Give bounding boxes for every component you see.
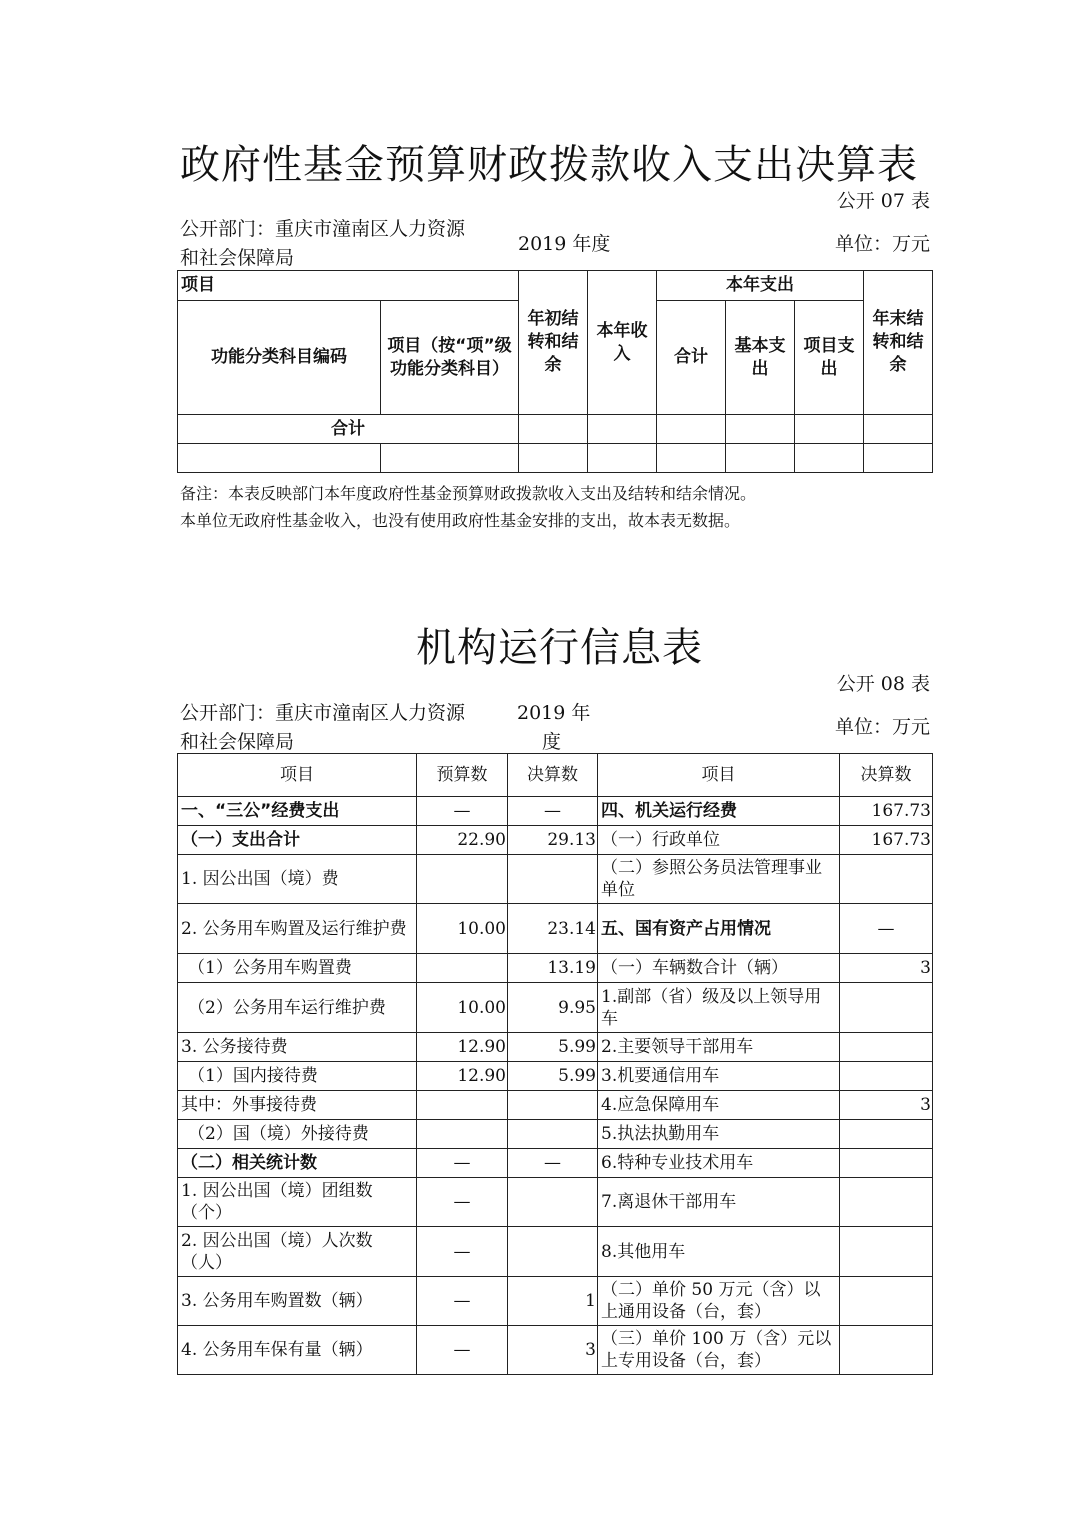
right-value: 3 — [840, 954, 933, 983]
right-item: （一）车辆数合计（辆） — [598, 954, 840, 983]
final-value — [508, 1227, 598, 1277]
left-item: （一）支出合计 — [178, 826, 417, 855]
final-value: — — [508, 797, 598, 826]
final-value: — — [508, 1149, 598, 1178]
table-row — [178, 797, 933, 826]
budget-value: 12.90 — [417, 1062, 508, 1091]
table-row — [178, 983, 933, 1033]
right-item: （一）行政单位 — [598, 826, 840, 855]
budget-value: — — [417, 1277, 508, 1326]
right-item: 2.主要领导干部用车 — [598, 1033, 840, 1062]
right-value — [840, 1227, 933, 1277]
header-item-by-level: 项目（按“项”级功能分类科目） — [381, 301, 519, 415]
header-current-exp: 本年支出 — [657, 271, 864, 301]
budget-value: 12.90 — [417, 1033, 508, 1062]
doc1-note1: 备注：本表反映部门本年度政府性基金预算财政拨款收入支出及结转和结余情况。 — [180, 484, 757, 503]
right-value — [840, 1120, 933, 1149]
right-item: （二）单价 50 万元（含）以上通用设备（台，套） — [598, 1277, 840, 1326]
doc2-table-no: 公开 08 表 — [836, 673, 930, 695]
budget-value: 10.00 — [417, 983, 508, 1033]
left-item: 1. 因公出国（境）费 — [178, 855, 417, 904]
table-row — [178, 1062, 933, 1091]
final-value: 23.14 — [508, 904, 598, 954]
doc2-year-line1: 2019 年 — [517, 702, 591, 724]
final-value — [508, 855, 598, 904]
budget-value — [417, 855, 508, 904]
final-value — [508, 1120, 598, 1149]
right-value — [840, 983, 933, 1033]
right-item: 3.机要通信用车 — [598, 1062, 840, 1091]
table-row — [178, 1091, 933, 1120]
left-item: 其中：外事接待费 — [178, 1091, 417, 1120]
table-row — [178, 1326, 933, 1375]
right-value: 3 — [840, 1091, 933, 1120]
table-row — [178, 826, 933, 855]
right-item: 1.副部（省）级及以上领导用车 — [598, 983, 840, 1033]
final-value: 1 — [508, 1277, 598, 1326]
final-value — [508, 1178, 598, 1227]
budget-value: — — [417, 1178, 508, 1227]
right-value — [840, 855, 933, 904]
right-item: 五、国有资产占用情况 — [598, 904, 840, 954]
budget-value: — — [417, 1326, 508, 1375]
doc1-title: 政府性基金预算财政拨款收入支出决算表 — [180, 142, 918, 188]
left-item: 1. 因公出国（境）团组数（个） — [178, 1178, 417, 1227]
header-final2: 决算数 — [840, 754, 933, 797]
header-current-income: 本年收入 — [588, 271, 657, 415]
table-row — [178, 904, 933, 954]
table-row — [178, 855, 933, 904]
left-item: 3. 公务接待费 — [178, 1033, 417, 1062]
header-basic-exp: 基本支出 — [726, 301, 795, 415]
doc2-unit: 单位：万元 — [834, 716, 930, 738]
header-func-code: 功能分类科目编码 — [178, 301, 381, 415]
header-project-exp: 项目支出 — [795, 301, 864, 415]
doc2-dept-line2: 和社会保障局 — [180, 731, 295, 753]
right-item: 7.离退休干部用车 — [598, 1178, 840, 1227]
budget-value: — — [417, 1227, 508, 1277]
right-value — [840, 1062, 933, 1091]
right-item: （三）单价 100 万（含）元以上专用设备（台，套） — [598, 1326, 840, 1375]
right-item: 8.其他用车 — [598, 1227, 840, 1277]
right-value — [840, 1149, 933, 1178]
doc2-title: 机构运行信息表 — [416, 625, 703, 671]
doc1-note2: 本单位无政府性基金收入，也没有使用政府性基金安排的支出，故本表无数据。 — [180, 511, 741, 530]
header-end-balance: 年末结转和结余 — [864, 271, 933, 415]
final-value: 29.13 — [508, 826, 598, 855]
left-item: （2）公务用车运行维护费 — [178, 983, 417, 1033]
left-item: 3. 公务用车购置数（辆） — [178, 1277, 417, 1326]
right-item: 4.应急保障用车 — [598, 1091, 840, 1120]
right-value — [840, 1178, 933, 1227]
right-item: 6.特种专业技术用车 — [598, 1149, 840, 1178]
table-row — [178, 954, 933, 983]
header-item: 项目 — [178, 271, 519, 301]
right-value: 167.73 — [840, 797, 933, 826]
final-value: 9.95 — [508, 983, 598, 1033]
left-item: （2）国（境）外接待费 — [178, 1120, 417, 1149]
table-row — [178, 1227, 933, 1277]
doc1-year: 2019 年度 — [518, 233, 611, 255]
right-item: 5.执法执勤用车 — [598, 1120, 840, 1149]
final-value: 5.99 — [508, 1062, 598, 1091]
left-item: （1）公务用车购置费 — [178, 954, 417, 983]
left-item: （1）国内接待费 — [178, 1062, 417, 1091]
budget-value: — — [417, 797, 508, 826]
header-total: 合计 — [657, 301, 726, 415]
final-value — [508, 1091, 598, 1120]
table-row — [178, 1277, 933, 1326]
right-value — [840, 1033, 933, 1062]
doc1-unit: 单位：万元 — [834, 233, 930, 255]
left-item: 2. 因公出国（境）人次数（人） — [178, 1227, 417, 1277]
header-item2: 项目 — [598, 754, 840, 797]
doc1-dept-line1: 公开部门：重庆市潼南区人力资源 — [180, 218, 466, 240]
table-row — [178, 1178, 933, 1227]
right-value — [840, 1326, 933, 1375]
right-item: （二）参照公务员法管理事业单位 — [598, 855, 840, 904]
final-value: 13.19 — [508, 954, 598, 983]
budget-value — [417, 954, 508, 983]
header-budget: 预算数 — [417, 754, 508, 797]
doc1-dept-line2: 和社会保障局 — [180, 247, 295, 269]
right-item: 四、机关运行经费 — [598, 797, 840, 826]
header-final: 决算数 — [508, 754, 598, 797]
budget-value: — — [417, 1149, 508, 1178]
right-value: — — [840, 904, 933, 954]
budget-value — [417, 1120, 508, 1149]
final-value: 5.99 — [508, 1033, 598, 1062]
doc2-dept-line1: 公开部门：重庆市潼南区人力资源 — [180, 702, 466, 724]
left-item: （二）相关统计数 — [178, 1149, 417, 1178]
budget-value: 10.00 — [417, 904, 508, 954]
doc1-table — [177, 270, 933, 473]
header-begin-balance: 年初结转和结余 — [519, 271, 588, 415]
final-value: 3 — [508, 1326, 598, 1375]
left-item: 一、“三公”经费支出 — [178, 797, 417, 826]
budget-value — [417, 1091, 508, 1120]
right-value: 167.73 — [840, 826, 933, 855]
doc1-table-no: 公开 07 表 — [836, 190, 930, 212]
doc2-table — [177, 753, 933, 1375]
table-row — [178, 1149, 933, 1178]
right-value — [840, 1277, 933, 1326]
header-item: 项目 — [178, 754, 417, 797]
table-row — [178, 1033, 933, 1062]
total-row-label: 合计 — [178, 415, 519, 444]
table-row — [178, 1120, 933, 1149]
left-item: 2. 公务用车购置及运行维护费 — [178, 904, 417, 954]
budget-value: 22.90 — [417, 826, 508, 855]
doc2-year-line2: 度 — [542, 731, 562, 753]
left-item: 4. 公务用车保有量（辆） — [178, 1326, 417, 1375]
